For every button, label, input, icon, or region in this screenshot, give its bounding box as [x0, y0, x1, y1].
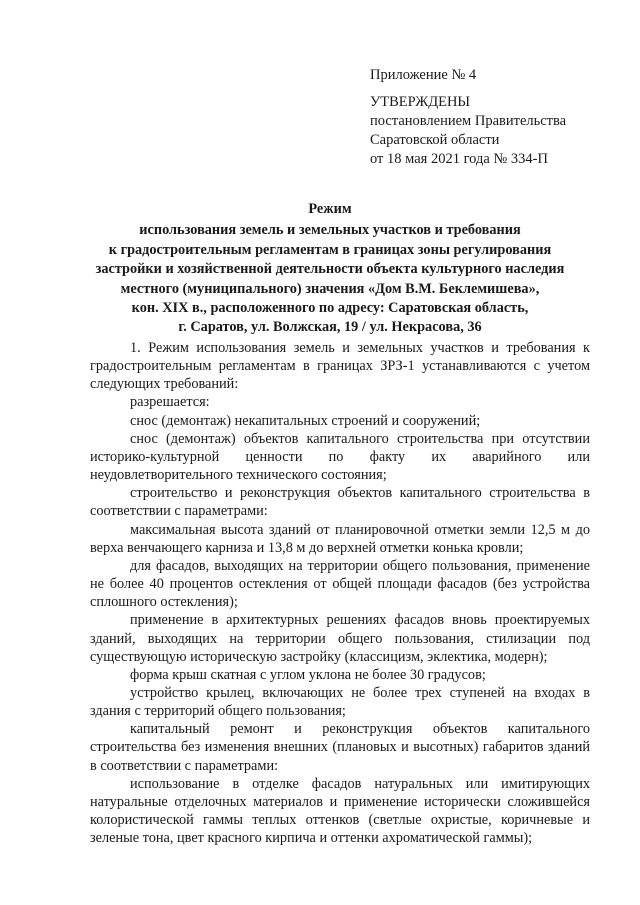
paragraph: применение в архитектурных решениях фасадов вновь проектируемых зданий, выходящих на территории общего пользования, стилизации под существующую историческую застройку (классицизм, эклектика, модерн);: [90, 612, 590, 665]
approval-block: [370, 66, 620, 169]
approved-heading: УТВЕРЖДЕНЫ: [370, 94, 471, 110]
paragraph: снос (демонтаж) некапитальных строений и сооружений;: [130, 412, 481, 429]
paragraph: снос (демонтаж) объектов капитального строительства при отсутствии историко-культурной ценности по факту их аварийного или неудовлетворительного технического состояния;: [90, 430, 590, 484]
approval-line: постановлением Правительства: [370, 113, 567, 129]
document-title: [60, 200, 600, 338]
paragraph: капитальный ремонт и реконструкция объектов капитального строительства без изменения внешних (плановых и высотных) габаритов зданий в соответствии с параметрами:: [90, 721, 590, 774]
title-line: местного (муниципального) значения «Дом В.М. Беклемишева»,: [120, 280, 540, 297]
title-head: Режим: [308, 201, 352, 217]
approval-line: от 18 мая 2021 года № 334-П: [370, 151, 548, 167]
approval-line: Саратовской области: [370, 132, 500, 148]
paragraph: использование в отделке фасадов натуральных или имитирующих натуральные отделочных материалов и применение исторически сложившейся колористической гаммы теплых оттенков (светлые охристые, коричневые и зеленые тона, цвет красного кирпича и оттенки ахроматической гаммы);: [90, 775, 590, 847]
paragraph: 1. Режим использования земель и земельных участков и требования к градостроительным регламентам в границах ЗРЗ-1 устанавливаются с учетом следующих требований:: [90, 340, 590, 393]
appendix-number: Приложение № 4: [370, 67, 477, 83]
title-line: использования земель и земельных участков и требования: [139, 222, 521, 239]
paragraph: разрешается:: [130, 394, 210, 411]
title-line: г. Саратов, ул. Волжская, 19 / ул. Некрасова, 36: [178, 319, 482, 336]
paragraph: максимальная высота зданий от планировочной отметки земли 12,5 м до верха венчающего карниза и 13,8 м до верхней отметки конька кровли;: [90, 521, 590, 556]
paragraph: строительство и реконструкция объектов капитального строительства в соответствии с параметрами:: [90, 485, 590, 520]
paragraph: устройство крылец, включающих не более трех ступеней на входах в здания с территорий общего пользования;: [90, 684, 590, 720]
paragraph: форма крыш скатная с углом уклона не более 30 градусов;: [130, 666, 486, 683]
paragraph: для фасадов, выходящих на территории общего пользования, применение не более 40 процентов остекления от общей площади фасадов (без устройства сплошного остекления);: [90, 557, 590, 611]
spacer: [370, 85, 620, 93]
title-line: застройки и хозяйственной деятельности объекта культурного наследия: [95, 261, 565, 278]
document-body: [90, 339, 590, 847]
title-line: к градостроительным регламентам в границах зоны регулирования: [108, 241, 552, 258]
title-line: кон. XIX в., расположенного по адресу: Саратовская область,: [131, 300, 529, 317]
